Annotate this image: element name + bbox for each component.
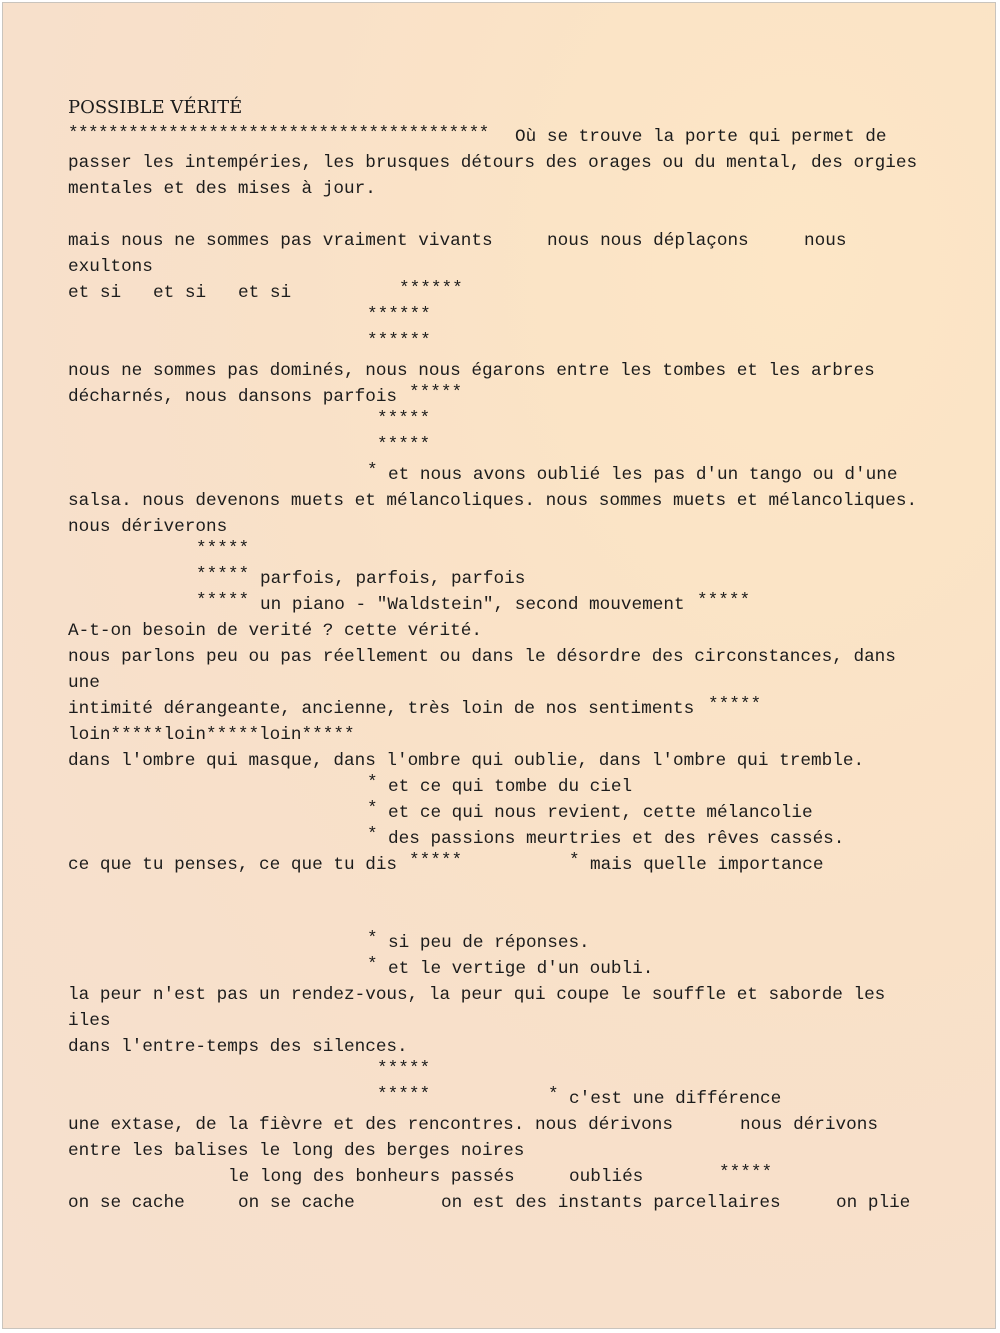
asterisk-mark: ****** — [367, 331, 431, 351]
text-line: nous dérivons — [740, 1115, 878, 1135]
text-line: exultons — [68, 257, 153, 277]
asterisk-mark: ***** — [377, 409, 431, 429]
text-line: un piano - "Waldstein", second mouvement — [260, 595, 685, 615]
asterisk-mark: * — [367, 955, 378, 975]
text-line: mais quelle importance — [590, 855, 824, 875]
asterisk-mark: * — [569, 851, 580, 871]
asterisk-mark: ***** — [708, 695, 762, 715]
asterisk-mark: * — [367, 929, 378, 949]
asterisk-mark: * — [548, 1085, 559, 1105]
text-line: décharnés, nous dansons parfois — [68, 387, 398, 407]
text-line: intimité dérangeante, ancienne, très loin de nos sentiments — [68, 699, 695, 719]
text-line: et si — [68, 283, 122, 303]
text-line: on se cache — [238, 1193, 355, 1213]
asterisk-mark: * — [367, 461, 378, 481]
text-line: on est des instants parcellaires — [441, 1193, 781, 1213]
text-line: nous parlons peu ou pas réellement ou dans le désordre des circonstances, dans — [68, 647, 896, 667]
text-line: mais nous ne sommes pas vraiment vivants — [68, 231, 493, 251]
text-line: c'est une différence — [569, 1089, 782, 1109]
text-line: et si — [238, 283, 292, 303]
page-title: POSSIBLE VÉRITÉ — [68, 97, 243, 118]
asterisk-mark: ***** — [377, 1085, 431, 1105]
text-line: Où se trouve la porte qui permet de — [515, 127, 887, 147]
text-line: une — [68, 673, 100, 693]
text-line: ce que tu penses, ce que tu dis — [68, 855, 398, 875]
text-line: mentales et des mises à jour. — [68, 179, 376, 199]
text-line: parfois, parfois, parfois — [260, 569, 526, 589]
text-line: dans l'entre-temps des silences. — [68, 1037, 408, 1057]
document-page — [2, 2, 996, 1329]
asterisk-mark: ***** — [697, 591, 751, 611]
text-line: et ce qui nous revient, cette mélancolie — [388, 803, 813, 823]
text-line: on plie — [836, 1193, 911, 1213]
asterisk-mark: ***** — [719, 1163, 773, 1183]
text-line: et nous avons oublié les pas d'un tango ou d'une — [388, 465, 898, 485]
text-line: la peur n'est pas un rendez-vous, la peur qui coupe le souffle et saborde les — [68, 985, 886, 1005]
asterisk-mark: * — [367, 773, 378, 793]
text-line: des passions meurtries et des rêves cassés. — [388, 829, 845, 849]
asterisk-mark: ***** — [196, 591, 250, 611]
asterisk-mark: * — [367, 799, 378, 819]
text-line: passer les intempéries, les brusques détours des orages ou du mental, des orgies — [68, 153, 918, 173]
text-line: une extase, de la fièvre et des rencontres. nous dérivons — [68, 1115, 674, 1135]
text-line: salsa. nous devenons muets et mélancoliques. nous sommes muets et mélancoliques. — [68, 491, 918, 511]
text-line: iles — [68, 1011, 111, 1031]
text-line: et si — [153, 283, 207, 303]
text-line: et ce qui tombe du ciel — [388, 777, 633, 797]
text-line: nous — [804, 231, 847, 251]
asterisk-rule: ****************************************** — [68, 124, 489, 144]
asterisk-mark: ****** — [367, 305, 431, 325]
text-line: nous nous déplaçons — [547, 231, 749, 251]
asterisk-mark: ***** — [196, 565, 250, 585]
asterisk-mark: ***** — [196, 539, 250, 559]
asterisk-mark: ***** — [377, 1059, 431, 1079]
text-line: si peu de réponses. — [388, 933, 590, 953]
text-line: oubliés — [569, 1167, 644, 1187]
asterisk-mark: ***** — [409, 851, 463, 871]
text-line: nous dériverons — [68, 517, 228, 537]
text-line: le long des bonheurs passés — [228, 1167, 515, 1187]
text-line: on se cache — [68, 1193, 185, 1213]
text-line: A-t-on besoin de verité ? cette vérité. — [68, 621, 482, 641]
asterisk-mark: ****** — [399, 279, 463, 299]
asterisk-mark: ***** — [409, 383, 463, 403]
asterisk-mark: ***** — [377, 435, 431, 455]
asterisk-mark: * — [367, 825, 378, 845]
text-line: dans l'ombre qui masque, dans l'ombre qui oublie, dans l'ombre qui tremble. — [68, 751, 865, 771]
text-line: et le vertige d'un oubli. — [388, 959, 654, 979]
text-line: loin*****loin*****loin***** — [68, 725, 355, 745]
text-line: nous ne sommes pas dominés, nous nous égarons entre les tombes et les arbres — [68, 361, 875, 381]
text-line: entre les balises le long des berges noires — [68, 1141, 525, 1161]
